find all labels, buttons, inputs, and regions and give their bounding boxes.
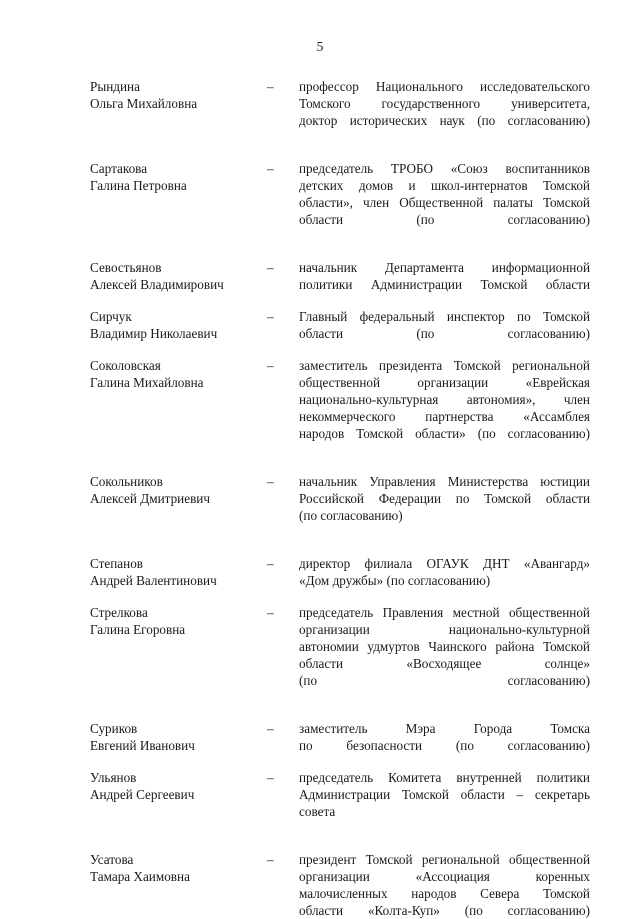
- member-entry: [90, 720, 590, 754]
- role-line: председатель Комитета внутренней политики: [299, 770, 590, 785]
- member-role: [299, 473, 590, 524]
- member-entry: [90, 555, 590, 589]
- member-role: [299, 851, 590, 919]
- member-surname: Рындина: [90, 79, 140, 94]
- member-name: [90, 604, 265, 638]
- member-name: [90, 473, 265, 507]
- member-entry: [90, 851, 590, 919]
- member-name: [90, 78, 265, 112]
- member-entry: [90, 769, 590, 820]
- member-role: [299, 357, 590, 442]
- member-given-names: Галина Петровна: [90, 178, 187, 193]
- member-dash: –: [267, 770, 274, 785]
- member-surname: Сартакова: [90, 161, 148, 176]
- member-given-names: Алексей Дмитриевич: [90, 491, 211, 506]
- role-line: совета: [299, 804, 336, 819]
- role-line: малочисленных народов Севера Томской: [299, 886, 590, 901]
- member-role: [299, 769, 590, 820]
- member-name: [90, 555, 265, 589]
- role-line: Российской Федерации по Томской области: [299, 491, 590, 506]
- role-line: по безопасности (по согласованию): [299, 738, 590, 753]
- role-line: директор филиала ОГАУК ДНТ «Авангард»: [299, 556, 590, 571]
- member-given-names: Тамара Хаимовна: [90, 869, 190, 884]
- member-name: [90, 160, 265, 194]
- role-line: области «Колта-Куп» (по согласованию): [299, 903, 590, 918]
- member-dash: –: [267, 358, 274, 373]
- role-line: «Дом дружбы» (по согласованию): [299, 573, 491, 588]
- member-dash: –: [267, 556, 274, 571]
- member-surname: Ульянов: [90, 770, 137, 785]
- member-entry: [90, 259, 590, 293]
- role-line: президент Томской региональной общественной: [299, 852, 590, 867]
- member-name: [90, 851, 265, 885]
- role-line: начальник Департамента информационной: [299, 260, 590, 275]
- member-given-names: Ольга Михайловна: [90, 96, 198, 111]
- member-name: [90, 720, 265, 754]
- member-role: [299, 160, 590, 228]
- member-dash: –: [267, 852, 274, 867]
- member-surname: Усатова: [90, 852, 134, 867]
- member-dash: –: [267, 721, 274, 736]
- member-role: [299, 604, 590, 689]
- member-entry: [90, 357, 590, 442]
- role-line: народов Томской области» (по согласованию): [299, 426, 590, 441]
- role-line: (по согласованию): [299, 508, 403, 523]
- member-entry: [90, 473, 590, 524]
- member-name: [90, 357, 265, 391]
- role-line: области «Восходящее солнце»: [299, 656, 590, 671]
- member-surname: Степанов: [90, 556, 144, 571]
- member-entry: [90, 604, 590, 689]
- member-given-names: Галина Егоровна: [90, 622, 186, 637]
- member-role: [299, 720, 590, 754]
- role-line: области», член Общественной палаты Томской: [299, 195, 590, 210]
- member-given-names: Евгений Иванович: [90, 738, 195, 753]
- page-number: 5: [316, 39, 324, 54]
- member-name: [90, 769, 265, 803]
- member-name: [90, 259, 265, 293]
- member-dash: –: [267, 260, 274, 275]
- member-surname: Стрелкова: [90, 605, 148, 620]
- role-line: профессор Национального исследовательского: [299, 79, 590, 94]
- role-line: Главный федеральный инспектор по Томской: [299, 309, 590, 324]
- role-line: заместитель Мэра Города Томска: [299, 721, 590, 736]
- member-surname: Сокольников: [90, 474, 163, 489]
- member-dash: –: [267, 605, 274, 620]
- role-line: организации «Ассоциация коренных: [299, 869, 590, 884]
- role-line: области (по согласованию): [299, 326, 590, 341]
- member-role: [299, 259, 590, 293]
- role-line: общественной организации «Еврейская: [299, 375, 590, 390]
- members-list: [90, 78, 590, 919]
- member-entry: [90, 308, 590, 342]
- member-dash: –: [267, 474, 274, 489]
- member-surname: Соколовская: [90, 358, 161, 373]
- role-line: начальник Управления Министерства юстиции: [299, 474, 590, 489]
- member-given-names: Алексей Владимирович: [90, 277, 224, 292]
- role-line: автономии удмуртов Чаинского района Томской: [299, 639, 590, 654]
- member-role: [299, 555, 590, 589]
- member-given-names: Андрей Валентинович: [90, 573, 217, 588]
- member-role: [299, 308, 590, 342]
- role-line: некоммерческого партнерства «Ассамблея: [299, 409, 590, 424]
- role-line: национально-культурная автономия», член: [299, 392, 590, 407]
- member-role: [299, 78, 590, 129]
- member-name: [90, 308, 265, 342]
- member-surname: Сирчук: [90, 309, 132, 324]
- role-line: (по согласованию): [299, 673, 590, 688]
- role-line: политики Администрации Томской области: [299, 277, 590, 292]
- member-dash: –: [267, 309, 274, 324]
- role-line: Администрации Томской области – секретарь: [299, 787, 590, 802]
- role-line: председатель Правления местной общественной: [299, 605, 590, 620]
- member-given-names: Галина Михайловна: [90, 375, 204, 390]
- member-entry: [90, 160, 590, 228]
- member-entry: [90, 78, 590, 129]
- member-surname: Суриков: [90, 721, 138, 736]
- role-line: Томского государственного университета,: [299, 96, 590, 111]
- role-line: заместитель президента Томской региональной: [299, 358, 590, 373]
- member-given-names: Андрей Сергеевич: [90, 787, 195, 802]
- role-line: председатель ТРОБО «Союз воспитанников: [299, 161, 590, 176]
- member-surname: Севостьянов: [90, 260, 162, 275]
- member-dash: –: [267, 79, 274, 94]
- role-line: детских домов и школ-интернатов Томской: [299, 178, 590, 193]
- member-given-names: Владимир Николаевич: [90, 326, 218, 341]
- member-dash: –: [267, 161, 274, 176]
- role-line: доктор исторических наук (по согласованию): [299, 113, 590, 128]
- role-line: области (по согласованию): [299, 212, 590, 227]
- role-line: организации национально-культурной: [299, 622, 590, 637]
